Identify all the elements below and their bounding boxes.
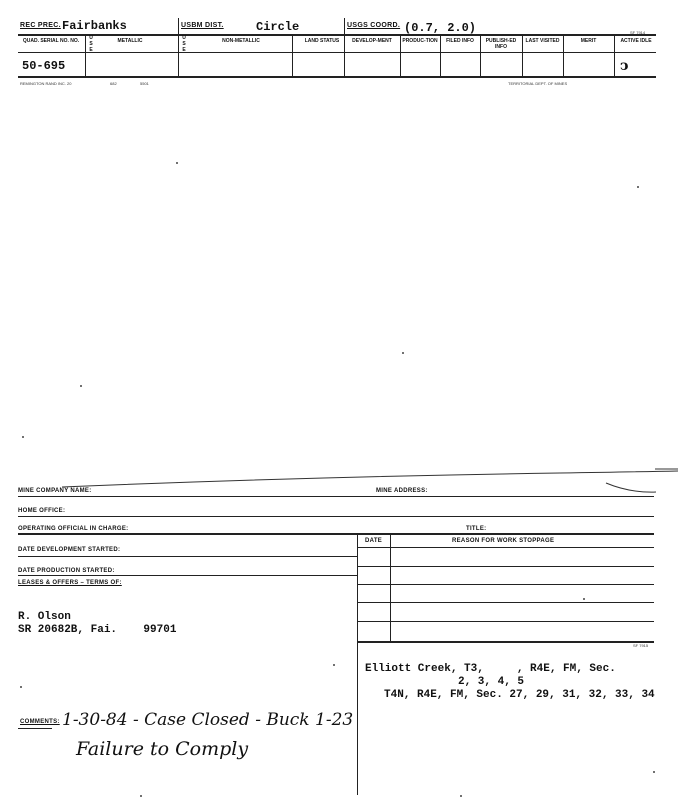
rule bbox=[480, 35, 481, 76]
rule bbox=[400, 35, 401, 76]
col-development: DEVELOP-MENT bbox=[352, 38, 392, 44]
mine-company-label: MINE COMPANY NAME: bbox=[18, 488, 92, 494]
usgs-coord-label: USGS COORD. bbox=[347, 22, 401, 29]
speck bbox=[637, 186, 639, 188]
col-use-2: U S E bbox=[182, 35, 186, 53]
home-office-label: HOME OFFICE: bbox=[18, 508, 66, 514]
speck bbox=[460, 795, 462, 797]
rule bbox=[292, 35, 293, 76]
location-line-2: 2, 3, 4, 5 bbox=[458, 676, 525, 688]
reason-column-label: REASON FOR WORK STOPPAGE bbox=[452, 538, 555, 544]
location-line-3: T4N, R4E, FM, Sec. 27, 29, 31, 32, 33, 34 bbox=[384, 689, 655, 701]
col-published-info: PUBLISH-ED INFO bbox=[485, 38, 517, 50]
col-metallic: METALLIC bbox=[117, 38, 143, 44]
rule bbox=[18, 575, 357, 576]
comments-label: COMMENTS: bbox=[20, 719, 60, 725]
date-development-label: DATE DEVELOPMENT STARTED: bbox=[18, 547, 121, 553]
rule bbox=[563, 35, 564, 76]
rule bbox=[18, 533, 654, 535]
mine-address-label: MINE ADDRESS: bbox=[376, 488, 428, 494]
active-idle-mark: ↄ bbox=[620, 58, 629, 74]
speck bbox=[20, 686, 22, 688]
usbm-dist-value: Circle bbox=[256, 20, 300, 34]
rule bbox=[85, 35, 86, 76]
rule bbox=[357, 602, 654, 603]
col-land-status: LAND STATUS bbox=[304, 38, 340, 44]
speck bbox=[583, 598, 585, 600]
rule bbox=[357, 641, 654, 643]
operating-official-label: OPERATING OFFICIAL IN CHARGE: bbox=[18, 526, 129, 532]
usgs-coord-value: (0.7, 2.0) bbox=[404, 21, 477, 35]
rule bbox=[357, 547, 654, 548]
rule bbox=[357, 533, 358, 795]
comment-line-1: 1-30-84 - Case Closed - Buck 1-23 bbox=[62, 710, 354, 730]
printer-code: 682 bbox=[110, 81, 117, 86]
speck bbox=[653, 771, 655, 773]
speck bbox=[402, 352, 404, 354]
lessee-address: SR 20682B, Fai. 99701 bbox=[18, 624, 177, 636]
col-quad-serial: QUAD. SERIAL NO. NO. bbox=[22, 38, 80, 44]
dept-imprint: TERRITORIAL DEPT. OF MINES bbox=[508, 81, 568, 86]
serial-number: 50-695 bbox=[22, 59, 66, 73]
lessee-name: R. Olson bbox=[18, 611, 71, 623]
rule bbox=[614, 35, 615, 76]
date-column-label: DATE bbox=[365, 538, 383, 544]
rule bbox=[18, 728, 52, 729]
rule bbox=[390, 533, 391, 641]
col-production: PRODUC-TION bbox=[402, 38, 438, 44]
rule bbox=[357, 584, 654, 585]
speck bbox=[22, 436, 24, 438]
speck bbox=[140, 795, 142, 797]
usbm-dist-label: USBM DIST. bbox=[181, 22, 224, 29]
rule bbox=[357, 621, 654, 622]
speck bbox=[80, 385, 82, 387]
printer-imprint: REMINGTON RAND INC. 20 bbox=[20, 81, 72, 86]
col-filed-info: FILED INFO bbox=[446, 38, 474, 44]
col-use: U S E bbox=[89, 35, 93, 53]
speck bbox=[333, 664, 335, 666]
rule bbox=[357, 566, 654, 567]
form-number: SF 7914 bbox=[630, 30, 646, 35]
date-production-label: DATE PRODUCTION STARTED: bbox=[18, 568, 115, 574]
col-merit: MERIT bbox=[580, 38, 597, 44]
rule bbox=[18, 52, 656, 53]
rule bbox=[178, 18, 179, 76]
location-line-1: Elliott Creek, T3, , R4E, FM, Sec. bbox=[365, 663, 616, 675]
col-last-visited: LAST VISITED bbox=[525, 38, 560, 44]
rule bbox=[18, 34, 656, 36]
rule bbox=[18, 76, 656, 78]
rule bbox=[18, 496, 654, 497]
leases-label: LEASES & OFFERS – TERMS OF: bbox=[18, 580, 122, 586]
card-edge bbox=[0, 465, 678, 495]
rule bbox=[440, 35, 441, 76]
col-non-metallic: NON-METALLIC bbox=[222, 38, 260, 44]
rule bbox=[344, 18, 345, 76]
rule bbox=[522, 35, 523, 76]
comment-line-2: Failure to Comply bbox=[76, 738, 249, 760]
rec-prec-label: REC PREC. bbox=[20, 22, 61, 29]
title-label: TITLE: bbox=[466, 526, 487, 532]
rule bbox=[18, 556, 357, 557]
speck bbox=[176, 162, 178, 164]
rule bbox=[18, 516, 654, 517]
col-active-idle: ACTIVE IDLE bbox=[620, 38, 652, 44]
form-number-2: SF 7915 bbox=[633, 643, 649, 648]
printer-code: 5501 bbox=[140, 81, 149, 86]
rec-prec-value: Fairbanks bbox=[62, 19, 127, 33]
